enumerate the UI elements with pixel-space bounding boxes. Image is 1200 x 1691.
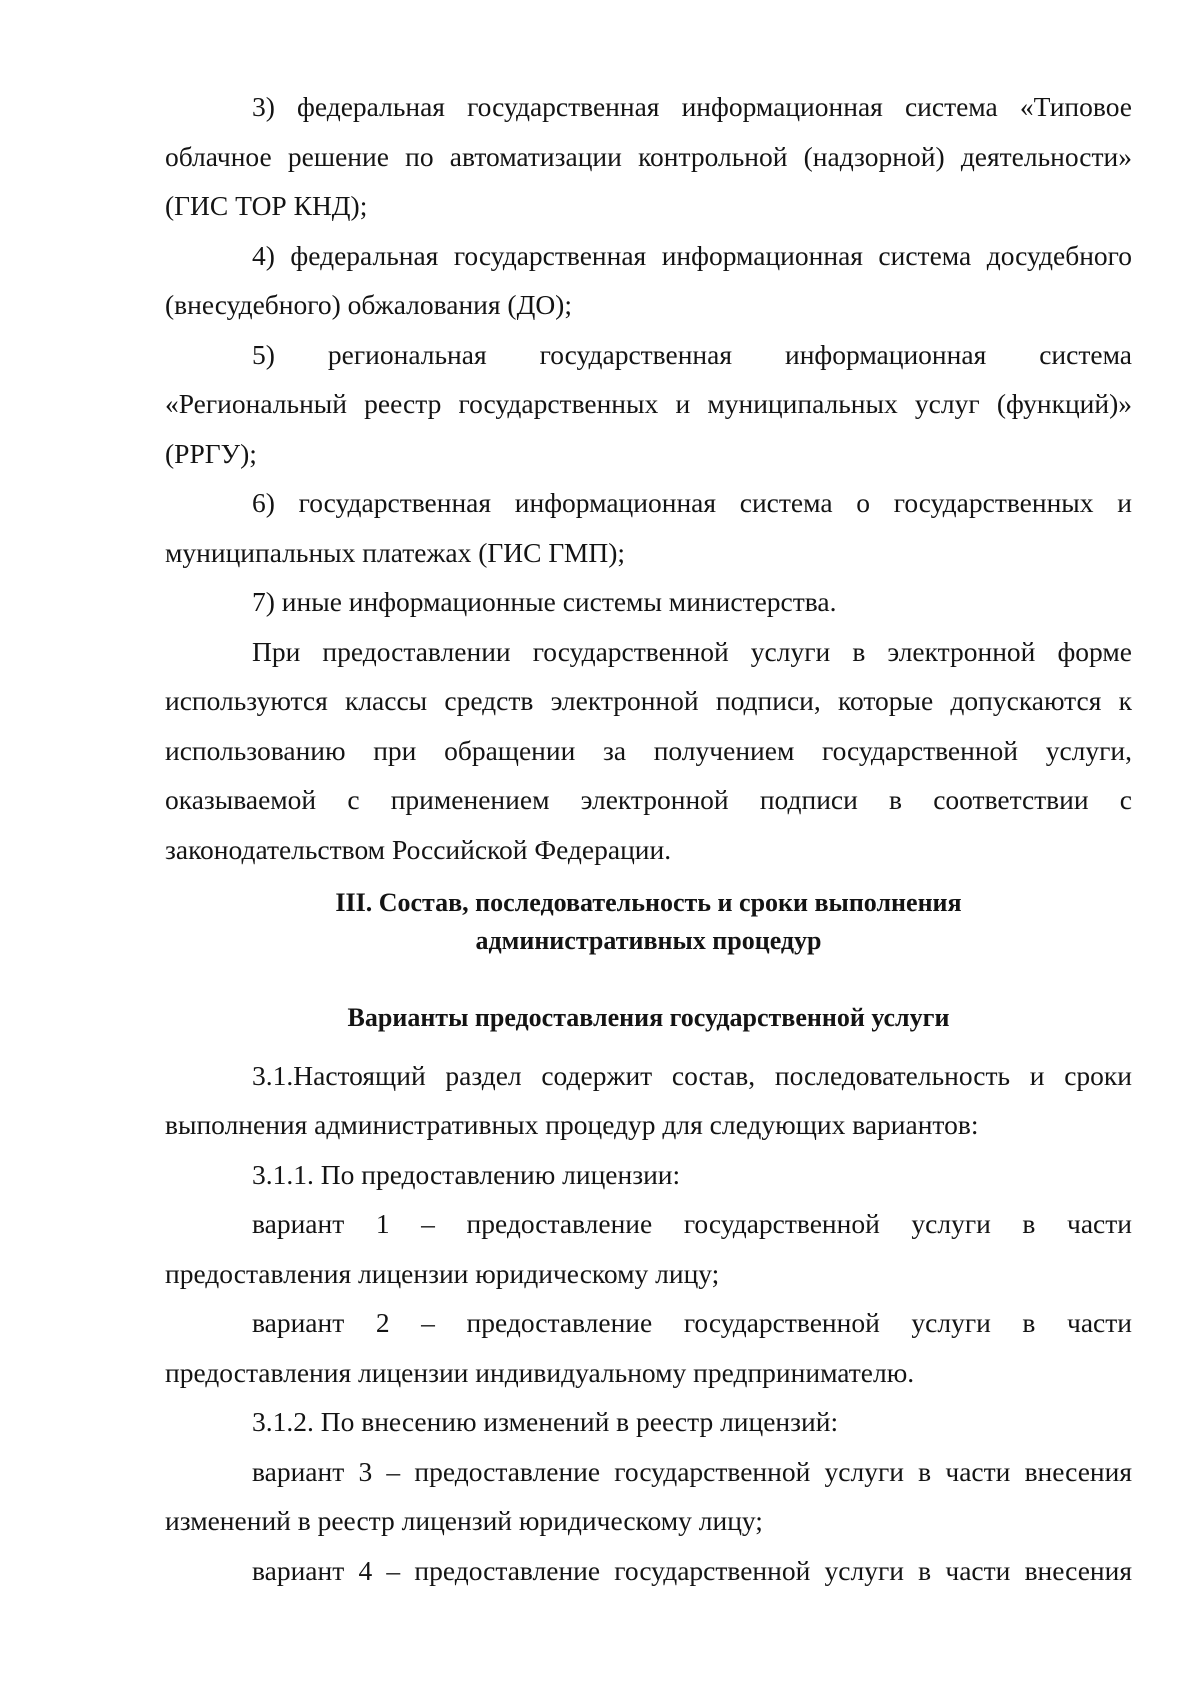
paragraph: вариант 2 – предоставление государственной услуги в части предоставления лицензии индивидуальному предпринимателю.	[165, 1307, 1132, 1388]
list-item: 4) федеральная государственная информационная система досудебного (внесудебного) обжалования (ДО);	[165, 239, 1132, 320]
document-page	[165, 82, 1132, 1595]
paragraph: 3.1.Настоящий раздел содержит состав, последовательность и сроки выполнения административных процедур для следующих вариантов:	[165, 1059, 1132, 1140]
paragraph: 3.1.2. По внесению изменений в реестр лицензий:	[252, 1406, 839, 1437]
section-title-line: III. Состав, последовательность и сроки выполнения	[335, 888, 962, 917]
section-title-line: административных процедур	[475, 926, 822, 955]
paragraph: вариант 4 – предоставление государственной услуги в части внесения	[252, 1554, 1132, 1586]
signature-paragraph: При предоставлении государственной услуги в электронной форме используются классы средств электронной подписи, которые допускаются к использованию при обращении за получением государственной услуги, оказываемой с применением электронной подписи в соответствии с законодательством Российской Федерации.	[165, 635, 1132, 865]
section-title	[165, 884, 1132, 960]
list-item: 7) иные информационные системы министерства.	[252, 586, 837, 617]
subsection-title: Варианты предоставления государственной услуги	[347, 1003, 950, 1032]
paragraph: вариант 1 – предоставление государственной услуги в части предоставления лицензии юридическому лицу;	[165, 1208, 1132, 1289]
list-item: 5) региональная государственная информационная система «Региональный реестр государственных и муниципальных услуг (функций)» (РРГУ);	[165, 338, 1132, 469]
paragraph: вариант 3 – предоставление государственной услуги в части внесения изменений в реестр лицензий юридическому лицу;	[165, 1455, 1132, 1536]
list-item: 6) государственная информационная система о государственных и муниципальных платежах (ГИС ГМП);	[165, 487, 1132, 568]
list-item: 3) федеральная государственная информационная система «Типовое облачное решение по автоматизации контрольной (надзорной) деятельности» (ГИС ТОР КНД);	[165, 91, 1132, 221]
paragraph: 3.1.1. По предоставлению лицензии:	[252, 1158, 681, 1190]
